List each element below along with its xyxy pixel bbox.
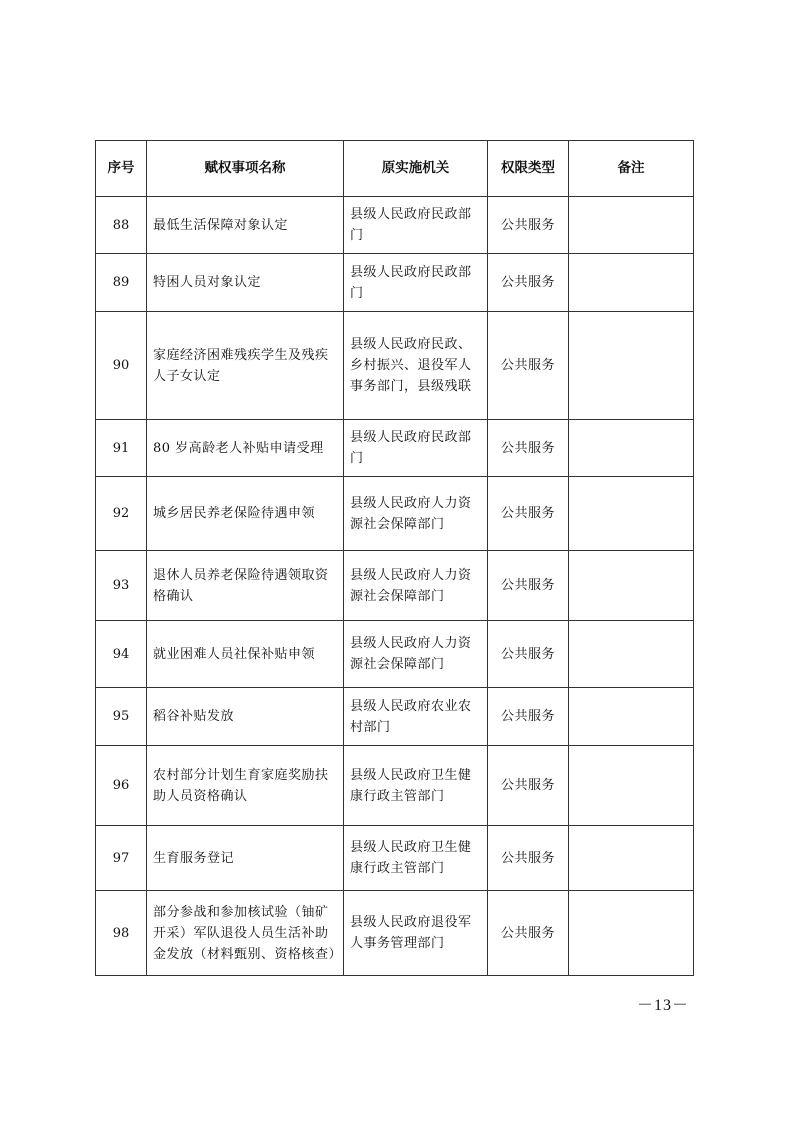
page-number: －13－ [637,997,690,1014]
row-permission-type: 公共服务 [488,688,569,746]
table-row [96,197,694,254]
table-row [96,826,694,891]
row-original-agency: 县级人民政府民政、乡村振兴、退役军人事务部门，县级残联 [344,312,488,420]
table-row [96,746,694,826]
row-item-name: 家庭经济困难残疾学生及残疾人子女认定 [147,312,344,420]
row-item-name: 最低生活保障对象认定 [147,197,344,254]
row-number: 90 [96,312,147,420]
row-item-name: 特困人员对象认定 [147,254,344,312]
row-original-agency: 县级人民政府人力资源社会保障部门 [344,551,488,621]
row-number: 92 [96,477,147,551]
header-no: 序号 [96,141,147,197]
row-number: 91 [96,420,147,477]
row-permission-type: 公共服务 [488,254,569,312]
table-row [96,688,694,746]
row-remarks [569,891,694,976]
header-row [96,141,694,197]
row-original-agency: 县级人民政府民政部门 [344,197,488,254]
row-permission-type: 公共服务 [488,477,569,551]
table-row [96,551,694,621]
row-permission-type: 公共服务 [488,891,569,976]
table-row [96,420,694,477]
row-item-name: 部分参战和参加核试验（铀矿开采）军队退役人员生活补助金发放（材料甄别、资格核查） [147,891,344,976]
table-row [96,891,694,976]
row-remarks [569,621,694,688]
row-permission-type: 公共服务 [488,197,569,254]
row-permission-type: 公共服务 [488,312,569,420]
header-note: 备注 [569,141,694,197]
row-permission-type: 公共服务 [488,420,569,477]
row-original-agency: 县级人民政府农业农村部门 [344,688,488,746]
row-number: 96 [96,746,147,826]
row-item-name: 80 岁高龄老人补贴申请受理 [147,420,344,477]
row-original-agency: 县级人民政府民政部门 [344,420,488,477]
row-number: 94 [96,621,147,688]
row-original-agency: 县级人民政府民政部门 [344,254,488,312]
row-item-name: 就业困难人员社保补贴申领 [147,621,344,688]
row-permission-type: 公共服务 [488,746,569,826]
table-row [96,621,694,688]
row-number: 89 [96,254,147,312]
row-remarks [569,826,694,891]
row-permission-type: 公共服务 [488,826,569,891]
table-row [96,477,694,551]
row-original-agency: 县级人民政府卫生健康行政主管部门 [344,746,488,826]
row-remarks [569,551,694,621]
header-name: 赋权事项名称 [147,141,344,197]
row-remarks [569,688,694,746]
row-number: 97 [96,826,147,891]
row-remarks [569,420,694,477]
row-number: 88 [96,197,147,254]
row-remarks [569,197,694,254]
row-original-agency: 县级人民政府人力资源社会保障部门 [344,477,488,551]
header-org: 原实施机关 [344,141,488,197]
row-number: 98 [96,891,147,976]
row-item-name: 生育服务登记 [147,826,344,891]
row-remarks [569,254,694,312]
row-permission-type: 公共服务 [488,551,569,621]
row-remarks [569,746,694,826]
row-original-agency: 县级人民政府人力资源社会保障部门 [344,621,488,688]
table-row [96,312,694,420]
row-item-name: 农村部分计划生育家庭奖励扶助人员资格确认 [147,746,344,826]
row-number: 93 [96,551,147,621]
row-original-agency: 县级人民政府退役军人事务管理部门 [344,891,488,976]
row-permission-type: 公共服务 [488,621,569,688]
row-number: 95 [96,688,147,746]
items-table [95,140,694,976]
row-item-name: 稻谷补贴发放 [147,688,344,746]
table-row [96,254,694,312]
row-item-name: 城乡居民养老保险待遇申领 [147,477,344,551]
row-remarks [569,477,694,551]
row-item-name: 退休人员养老保险待遇领取资格确认 [147,551,344,621]
row-original-agency: 县级人民政府卫生健康行政主管部门 [344,826,488,891]
header-type: 权限类型 [488,141,569,197]
row-remarks [569,312,694,420]
